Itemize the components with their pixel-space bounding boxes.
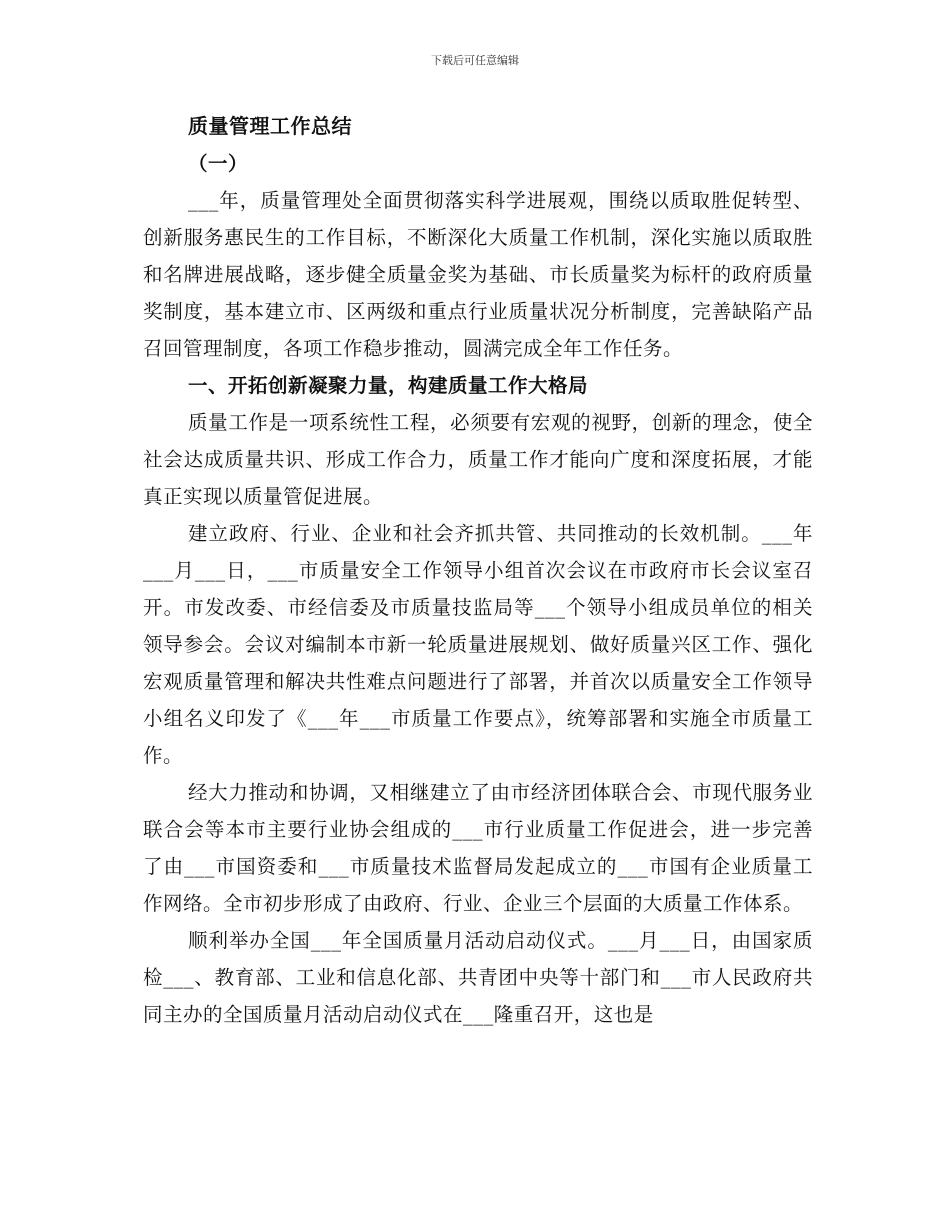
section-heading: 一、开拓创新凝聚力量，构建质量工作大格局: [188, 374, 589, 397]
document-title: 质量管理工作总结: [188, 114, 352, 138]
page-header-note: 下载后可任意编辑: [431, 54, 519, 67]
paragraph: 顺利举办全国___年全国质量月活动启动仪式。___月___日，由国家质检___、教育部、工业和信息化部、共青团中央等十部门和___市人民政府共同主办的全国质量月活动启动仪式在___隆重召开，这也是: [143, 929, 813, 1026]
paragraph: 经大力推动和协调，又相继建立了由市经济团体联合会、市现代服务业联合会等本市主要行业协会组成的___市行业质量工作促进会，进一步完善了由___市国资委和___市质量技术监督局发起成立的___市国有企业质量工作网络。全市初步形成了由政府、行业、企业三个层面的大质量工作体系。: [143, 781, 813, 915]
paragraph-intro: ___年，质量管理处全面贯彻落实科学进展观，围绕以质取胜促转型、创新服务惠民生的工作目标，不断深化大质量工作机制，深化实施以质取胜和名牌进展战略，逐步健全质量金奖为基础、市长质量奖为标杆的政府质量奖制度，基本建立市、区两级和重点行业质量状况分析制度，完善缺陷产品召回管理制度，各项工作稳步推动，圆满完成全年工作任务。: [143, 189, 813, 360]
document-subtitle: （一）: [188, 152, 249, 175]
document-body: [143, 108, 813, 1033]
paragraph: 建立政府、行业、企业和社会齐抓共管、共同推动的长效机制。___年___月___日，___市质量安全工作领导小组首次会议在市政府市长会议室召开。市发改委、市经信委及市质量技监局等___个领导小组成员单位的相关领导参会。会议对编制本市新一轮质量进展规划、做好质量兴区工作、强化宏观质量管理和解决共性难点问题进行了部署，并首次以质量安全工作领导小组名义印发了《___年___市质量工作要点》，统筹部署和实施全市质量工作。: [143, 522, 813, 767]
paragraph: 质量工作是一项系统性工程，必须要有宏观的视野，创新的理念，使全社会达成质量共识、形成工作合力，质量工作才能向广度和深度拓展，才能真正实现以质量管促进展。: [143, 411, 813, 508]
